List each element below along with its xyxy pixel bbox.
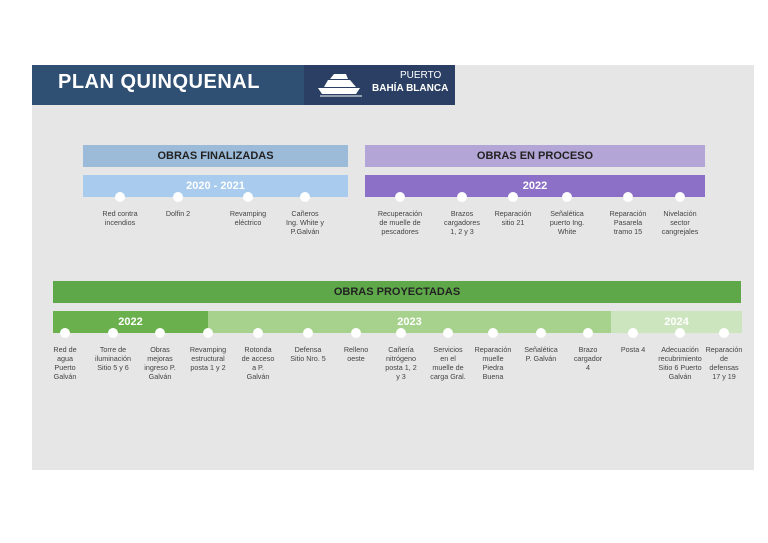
proceso-milestone-label: Reparación Pasarela tramo 15 [609, 209, 647, 236]
proceso-milestone-label: Nivelación sector cangrejales [661, 209, 699, 236]
proyectadas-milestone-label: Posta 4 [620, 345, 646, 354]
proyectadas-milestone-dot [351, 328, 361, 338]
proyectadas-milestone-label: Adecuación recubrimiento Sitio 6 Puerto Galván [658, 345, 702, 381]
proyectadas-milestone-dot [675, 328, 685, 338]
proyectadas-milestone-dot [719, 328, 729, 338]
proyectadas-band-2022: 2022 [53, 311, 208, 333]
finalizadas-year-band: 2020 - 2021 [83, 175, 348, 197]
proceso-milestone-dot [457, 192, 467, 202]
proceso-milestone-dot [508, 192, 518, 202]
finalizadas-milestone-dot [115, 192, 125, 202]
logo-text-puerto: PUERTO [400, 70, 442, 81]
proyectadas-milestone-label: Rotonda de acceso a P. Galván [241, 345, 275, 381]
proyectadas-milestone-label: Reparación muelle Piedra Buena [474, 345, 512, 381]
proyectadas-milestone-label: Relleno oeste [343, 345, 369, 363]
proceso-milestone-label: Reparación sitio 21 [494, 209, 532, 227]
proyectadas-milestone-label: Reparación de defensas 17 y 19 [705, 345, 743, 381]
proyectadas-milestone-dot [253, 328, 263, 338]
proyectadas-milestone-dot [155, 328, 165, 338]
proyectadas-milestone-dot [108, 328, 118, 338]
proyectadas-milestone-dot [488, 328, 498, 338]
proyectadas-milestone-dot [628, 328, 638, 338]
proceso-milestone-label: Recuperación de muelle de pescadores [377, 209, 423, 236]
proyectadas-band-2023: 2023 [208, 311, 611, 333]
finalizadas-milestone-label: Revamping eléctrico [229, 209, 267, 227]
finalizadas-milestone-dot [300, 192, 310, 202]
proyectadas-milestone-label: Obras mejoras ingreso P. Galván [144, 345, 176, 381]
proyectadas-milestone-label: Defensa Sitio Nro. 5 [290, 345, 326, 363]
proceso-year-band: 2022 [365, 175, 705, 197]
proyectadas-band-2024: 2024 [611, 311, 742, 333]
slide-background [32, 65, 754, 470]
proyectadas-milestone-dot [303, 328, 313, 338]
proyectadas-milestone-dot [536, 328, 546, 338]
proceso-milestone-dot [395, 192, 405, 202]
proyectadas-milestone-dot [203, 328, 213, 338]
finalizadas-milestone-dot [173, 192, 183, 202]
proyectadas-milestone-label: Torre de iluminación Sitio 5 y 6 [95, 345, 131, 372]
proyectadas-milestone-label: Brazo cargador 4 [573, 345, 603, 372]
ship-logo-icon [316, 70, 366, 98]
proyectadas-milestone-label: Red de agua Puerto Galván [53, 345, 77, 381]
logo-text-bahia-blanca: BAHÍA BLANCA [372, 83, 449, 94]
proyectadas-milestone-dot [396, 328, 406, 338]
proceso-milestone-dot [562, 192, 572, 202]
finalizadas-header: OBRAS FINALIZADAS [83, 145, 348, 167]
finalizadas-milestone-label: Red contra incendios [102, 209, 138, 227]
proyectadas-header: OBRAS PROYECTADAS [53, 281, 741, 303]
finalizadas-milestone-dot [243, 192, 253, 202]
proyectadas-milestone-label: Revamping estructural posta 1 y 2 [189, 345, 227, 372]
proceso-header: OBRAS EN PROCESO [365, 145, 705, 167]
proyectadas-milestone-dot [583, 328, 593, 338]
proceso-milestone-label: Brazos cargadores 1, 2 y 3 [444, 209, 480, 236]
proceso-milestone-dot [623, 192, 633, 202]
proyectadas-milestone-dot [443, 328, 453, 338]
proyectadas-milestone-label: Señalética P. Galván [524, 345, 558, 363]
page-title: PLAN QUINQUENAL [58, 71, 260, 93]
proceso-milestone-label: Señalética puerto Ing. White [549, 209, 585, 236]
proyectadas-milestone-dot [60, 328, 70, 338]
finalizadas-milestone-label: Cañeros Ing. White y P.Galván [286, 209, 324, 236]
proceso-milestone-dot [675, 192, 685, 202]
proyectadas-milestone-label: Cañería nitrógeno posta 1, 2 y 3 [385, 345, 417, 381]
finalizadas-milestone-label: Dolfin 2 [165, 209, 191, 218]
proyectadas-milestone-label: Servicios en el muelle de carga Gral. [430, 345, 466, 381]
